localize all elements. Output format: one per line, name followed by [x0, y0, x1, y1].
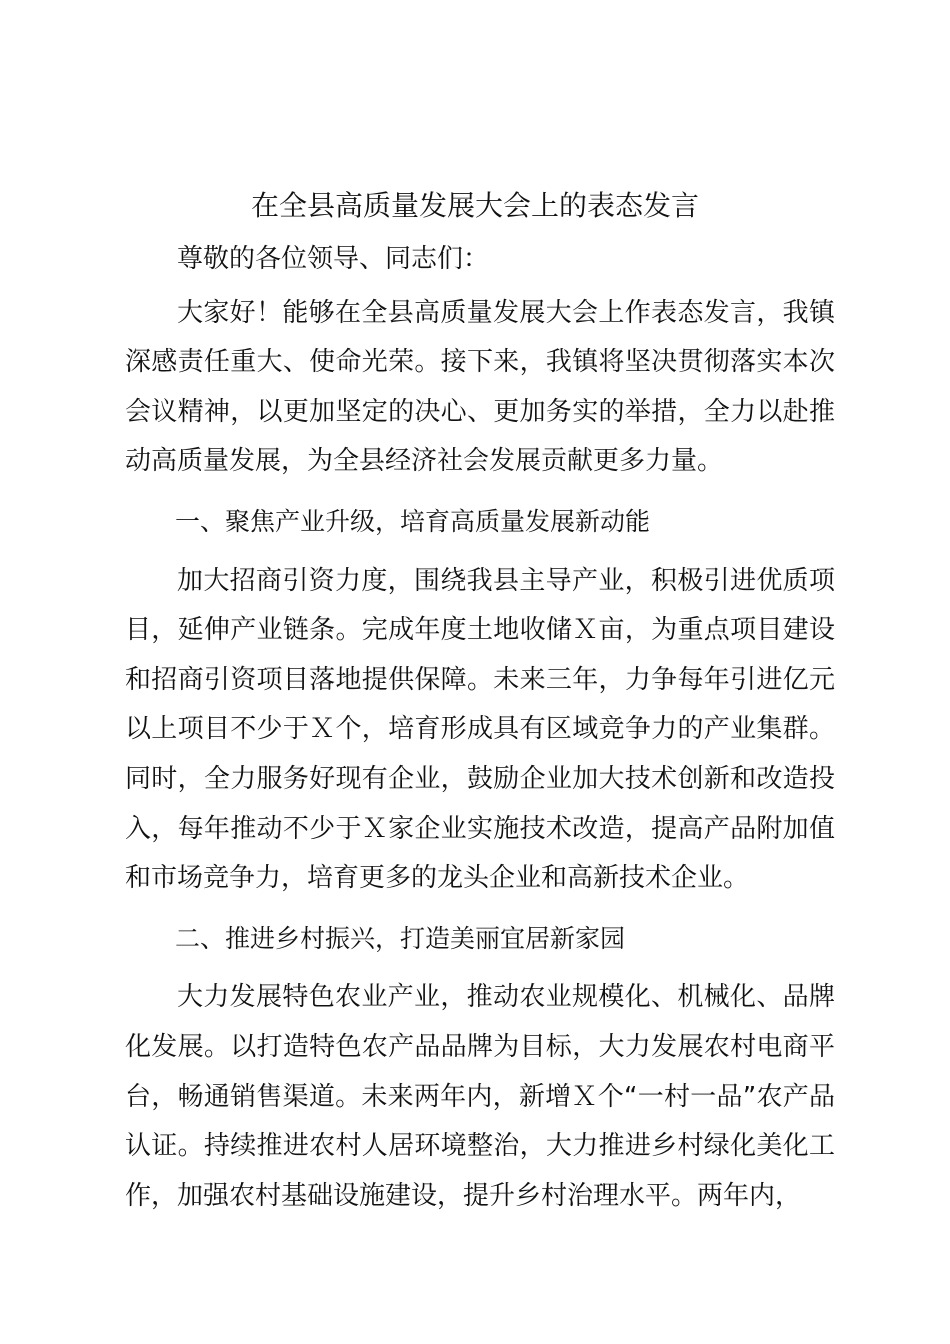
greeting-paragraph: 尊敬的各位领导、同志们： — [177, 244, 490, 274]
section-1-heading: 一、聚焦产业升级，培育高质量发展新动能 — [175, 506, 651, 536]
intro-paragraph: 大家好！能够在全县高质量发展大会上作表态发言，我镇深感责任重大、使命光荣。接下来，我镇将坚决贯彻落实本次会议精神，以更加坚定的决心、更加务实的举措，全力以赴推动高质量发展，为全县经济社会发展贡献更多力量。 — [125, 297, 835, 477]
section-2-paragraph: 大力发展特色农业产业，推动农业规模化、机械化、品牌化发展。以打造特色农产品品牌为目标，大力发展农村电商平台，畅通销售渠道。未来两年内，新增Ｘ个“一村一品”农产品认证。持续推进农村人居环境整治，大力推进乡村绿化美化工作，加强农村基础设施建设，提升乡村治理水平。两年内， — [125, 982, 835, 1211]
document-body — [125, 235, 835, 1231]
document-title: 在全县高质量发展大会上的表态发言 — [250, 189, 699, 222]
section-1-paragraph: 加大招商引资力度，围绕我县主导产业，积极引进优质项目，延伸产业链条。完成年度土地收储Ｘ亩，为重点项目建设和招商引资项目落地提供保障。未来三年，力争每年引进亿元以上项目不少于Ｘ个，培育形成具有区域竞争力的产业集群。同时，全力服务好现有企业，鼓励企业加大技术创新和改造投入，每年推动不少于Ｘ家企业实施技术改造，提高产品附加值和市场竞争力，培育更多的龙头企业和高新技术企业。 — [125, 565, 835, 894]
section-2-heading: 二、推进乡村振兴，打造美丽宜居新家园 — [175, 923, 626, 953]
